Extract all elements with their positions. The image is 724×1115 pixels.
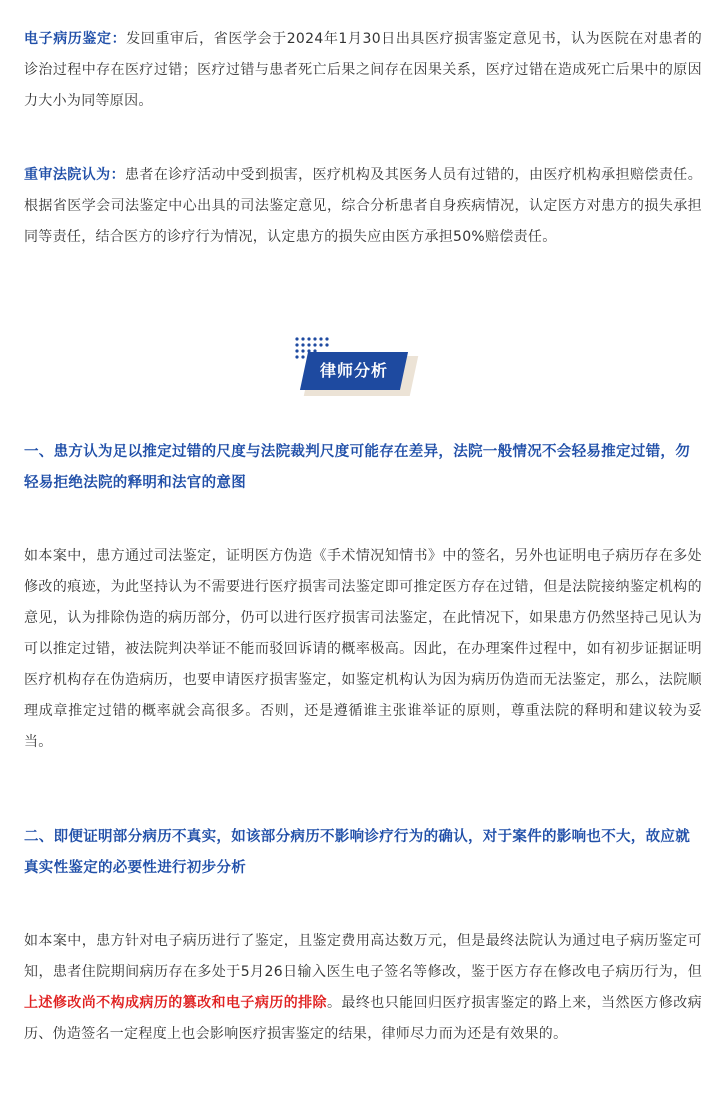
paragraph-lead: 重审法院认为： — [24, 167, 125, 183]
paragraph-text: 患者在诊疗活动中受到损害，医疗机构及其医务人员有过错的，由医疗机构承担赔偿责任。根据省医学会司法鉴定中心出具的司法鉴定意见，综合分析患者自身疾病情况，认定医方对患方的损失承担同等责任，结合医方的诊疗行为情况，认定患方的损失应由医方承担50%赔偿责任。 — [24, 167, 702, 245]
paragraph-emr-appraisal — [24, 24, 702, 117]
section-heading-1: 一、患方认为足以推定过错的尺度与法院裁判尺度可能存在差异，法院一般情况不会轻易推定过错，勿轻易拒绝法院的释明和法官的意图 — [24, 444, 690, 491]
section-badge — [294, 336, 424, 400]
paragraph-analysis-2 — [24, 926, 702, 1050]
paragraph-text: 。最终也只能回归医疗损害鉴定的路上来，当然医方修改病历、伪造签名一定程度上也会影响医疗损害鉴定的结果，律师尽力而为还是有效果的。 — [24, 995, 702, 1042]
paragraph-retrial-court — [24, 160, 702, 253]
paragraph-text: 如本案中，患方针对电子病历进行了鉴定，且鉴定费用高达数万元，但是最终法院认为通过电子病历鉴定可知，患者住院期间病历存在多处于5月26日输入医生电子签名等修改，鉴于医方存在修改电子病历行为，但 — [24, 933, 702, 980]
section-heading-2: 二、即便证明部分病历不真实，如该部分病历不影响诊疗行为的确认，对于案件的影响也不大，故应就真实性鉴定的必要性进行初步分析 — [24, 829, 690, 876]
paragraph-lead: 电子病历鉴定： — [24, 31, 127, 47]
highlighted-text: 上述修改尚不构成病历的篡改和电子病历的排除 — [24, 995, 327, 1011]
paragraph-text: 发回重审后，省医学会于2024年1月30日出具医疗损害鉴定意见书，认为医院在对患者的诊治过程中存在医疗过错；医疗过错与患者死亡后果之间存在因果关系，医疗过错在造成死亡后果中的原因力大小为同等原因。 — [24, 31, 702, 109]
paragraph-analysis-1: 如本案中，患方通过司法鉴定，证明医方伪造《手术情况知情书》中的签名，另外也证明电子病历存在多处修改的痕迹，为此坚持认为不需要进行医疗损害司法鉴定即可推定医方存在过错，但是法院接纳鉴定机构的意见，认为排除伪造的病历部分，仍可以进行医疗损害司法鉴定，在此情况下，如果患方仍然坚持己见认为可以推定过错，被法院判决举证不能而驳回诉请的概率极高。因此，在办理案件过程中，如有初步证据证明医疗机构存在伪造病历，也要申请医疗损害鉴定，如鉴定机构认为因为病历伪造而无法鉴定，那么，法院顺理成章推定过错的概率就会高很多。否则，还是遵循谁主张谁举证的原则，尊重法院的释明和建议较为妥当。 — [24, 548, 702, 750]
badge-label: 律师分析 — [319, 361, 388, 380]
